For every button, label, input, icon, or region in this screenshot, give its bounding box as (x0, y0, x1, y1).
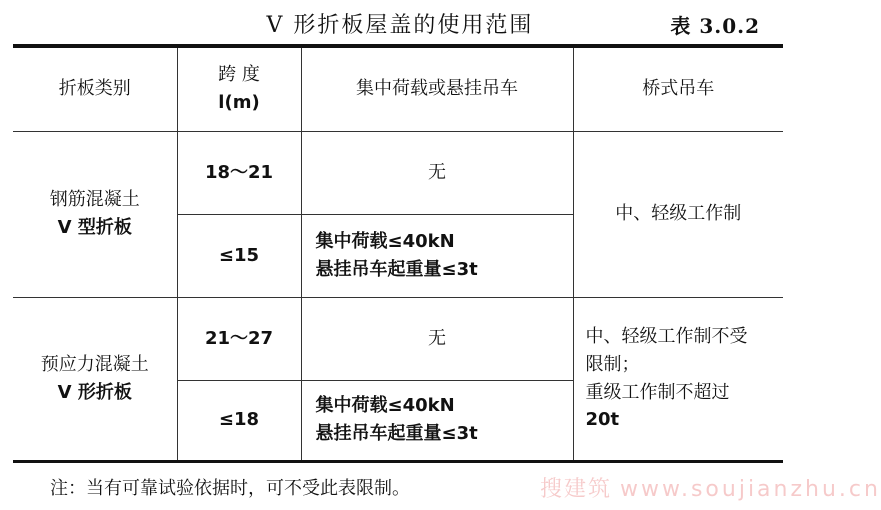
load-line: 悬挂吊车起重量≤3t (315, 258, 478, 280)
load-cell (301, 380, 573, 460)
category-line: 钢筋混凝土 (49, 189, 140, 211)
header-load: 集中荷载或悬挂吊车 (301, 48, 573, 131)
table-header-row (13, 48, 783, 131)
header-crane: 桥式吊车 (573, 48, 783, 131)
span-cell: ≤18 (177, 380, 301, 460)
table-number: 表 3.0.2 (670, 14, 760, 38)
crane-line: 限制； (585, 353, 640, 375)
load-cell (301, 214, 573, 297)
header-category: 折板类别 (13, 48, 177, 131)
category-line: V 型折板 (57, 217, 132, 238)
usage-range-table (13, 48, 783, 461)
watermark-url: www.soujianzhu.cn (620, 477, 881, 502)
load-line: 集中荷载≤40kN (315, 395, 455, 417)
title-row (0, 6, 800, 36)
crane-cell: 中、轻级工作制 (573, 131, 783, 297)
watermark (540, 472, 881, 503)
span-cell: ≤15 (177, 214, 301, 297)
header-span-unit: l(m) (218, 92, 260, 114)
crane-line: 中、轻级工作制不受 (585, 325, 748, 347)
header-span (177, 48, 301, 131)
span-cell: 21～27 (177, 297, 301, 380)
crane-line: 重级工作制不超过 (585, 381, 730, 403)
table-row (13, 297, 783, 380)
bottom-rule (13, 460, 783, 463)
category-cell (13, 131, 177, 297)
table-title: V 形折板屋盖的使用范围 (266, 13, 534, 38)
crane-cell (573, 297, 783, 460)
category-line: 预应力混凝土 (40, 353, 149, 375)
load-cell: 无 (301, 297, 573, 380)
category-line: V 形折板 (57, 381, 132, 403)
header-span-label: 跨 度 (218, 64, 260, 86)
watermark-text: 搜建筑 (540, 477, 613, 502)
load-line: 集中荷载≤40kN (315, 230, 455, 252)
table-note: 注：当有可靠试验依据时，可不受此表限制。 (50, 478, 410, 499)
load-cell: 无 (301, 131, 573, 214)
crane-line: 20t (585, 409, 620, 431)
category-cell (13, 297, 177, 460)
table-row (13, 131, 783, 214)
load-line: 悬挂吊车起重量≤3t (315, 423, 478, 445)
span-cell: 18～21 (177, 131, 301, 214)
